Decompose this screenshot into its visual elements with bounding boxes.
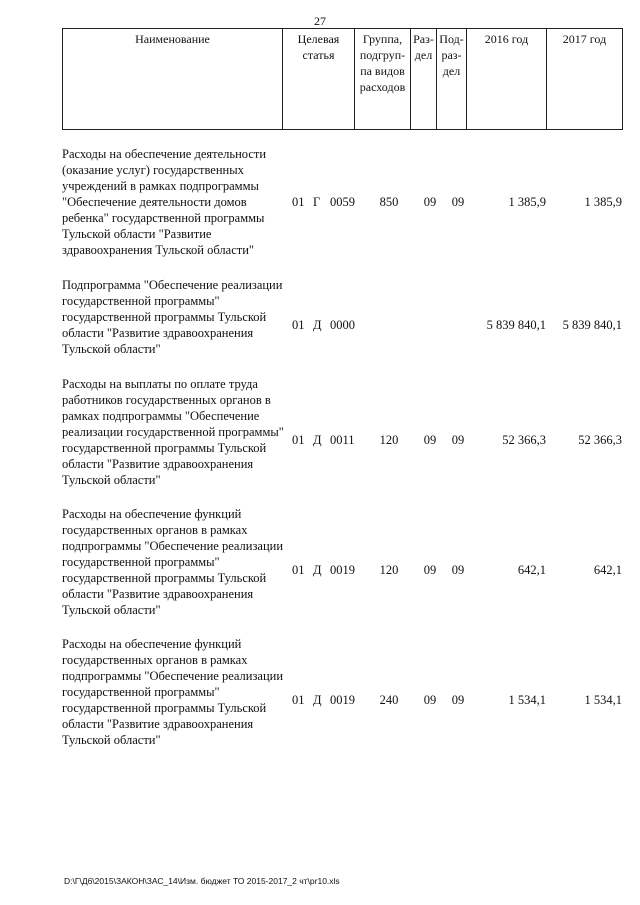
- row-amount-2017: 1 534,1: [584, 693, 622, 707]
- row-code-program: 01: [292, 693, 305, 707]
- row-section: 09: [423, 693, 437, 707]
- file-path-footer: D:\Г\Д6\2015\ЗАКОН\ЗАС_14\Изм. бюджет ТО 2015-2017_2 чт\pr10.xls: [64, 876, 340, 886]
- row-subsection: 09: [451, 563, 465, 577]
- row-section: 09: [423, 195, 437, 209]
- header-name: Наименование: [63, 29, 283, 130]
- row-expense-group: 120: [379, 433, 399, 447]
- row-section: 09: [423, 563, 437, 577]
- row-section: 09: [423, 433, 437, 447]
- row-expense-group: 850: [379, 195, 399, 209]
- row-code-subprogram: Д: [313, 563, 322, 577]
- header-year-2016: 2016 год: [467, 29, 547, 130]
- row-code-program: 01: [292, 563, 305, 577]
- row-code-subprogram: Д: [313, 693, 322, 707]
- row-code-subprogram: Д: [313, 318, 322, 332]
- page-number: 27: [314, 14, 326, 28]
- row-subsection: 09: [451, 195, 465, 209]
- row-expense-group: 120: [379, 563, 399, 577]
- row-amount-2017: 1 385,9: [584, 195, 622, 209]
- row-subsection: 09: [451, 693, 465, 707]
- row-amount-2016: 52 366,3: [502, 433, 546, 447]
- row-expense-group: 240: [379, 693, 399, 707]
- row-name: Расходы на обеспечение функций государственных органов в рамках подпрограммы "Обеспечение реализации государственной программы" государственной программы Тульской области "Развитие здравоохранения Тульской области": [62, 637, 284, 747]
- header-expense-group: Группа, подгруп-па видов расходов: [355, 29, 411, 130]
- header-section: Раз-дел: [411, 29, 437, 130]
- header-target-article: Целевая статья: [283, 29, 355, 130]
- row-name: Подпрограмма "Обеспечение реализации государственной программы" государственной программы Тульской области "Развитие здравоохранения Тульской области": [62, 278, 283, 356]
- row-code-program: 01: [292, 318, 305, 332]
- row-amount-2016: 5 839 840,1: [486, 318, 546, 332]
- row-code-program: 01: [292, 433, 305, 447]
- row-code-program: 01: [292, 195, 305, 209]
- row-code-item: 0000: [330, 318, 355, 332]
- row-code-item: 0011: [330, 433, 355, 447]
- row-name: Расходы на обеспечение деятельности (оказание услуг) государственных учреждений в рамках подпрограммы "Обеспечение деятельности домов ребенка" государственной программы Тульской области "Развитие здравоохранения Тульской области": [62, 147, 267, 257]
- row-code-item: 0019: [330, 693, 355, 707]
- row-amount-2016: 1 385,9: [508, 195, 546, 209]
- row-name: Расходы на выплаты по оплате труда работников государственных органов в рамках подпрограммы "Обеспечение реализации государственной программы" государственной программы Тульской области "Развитие здравоохранения Тульской области": [62, 377, 284, 487]
- header-year-2017: 2017 год: [547, 29, 623, 130]
- row-code-subprogram: Г: [313, 195, 321, 209]
- row-code-item: 0019: [330, 563, 355, 577]
- row-amount-2016: 642,1: [517, 563, 546, 577]
- row-subsection: 09: [451, 433, 465, 447]
- row-amount-2017: 52 366,3: [578, 433, 622, 447]
- row-amount-2016: 1 534,1: [508, 693, 546, 707]
- header-subsection: Под-раз-дел: [437, 29, 467, 130]
- table-header: [62, 28, 623, 130]
- row-code-item: 0059: [330, 195, 355, 209]
- row-code-subprogram: Д: [313, 433, 322, 447]
- row-amount-2017: 5 839 840,1: [562, 318, 622, 332]
- row-name: Расходы на обеспечение функций государственных органов в рамках подпрограммы "Обеспечение реализации государственной программы" государственной программы Тульской области "Развитие здравоохранения Тульской области": [62, 507, 284, 617]
- row-amount-2017: 642,1: [593, 563, 622, 577]
